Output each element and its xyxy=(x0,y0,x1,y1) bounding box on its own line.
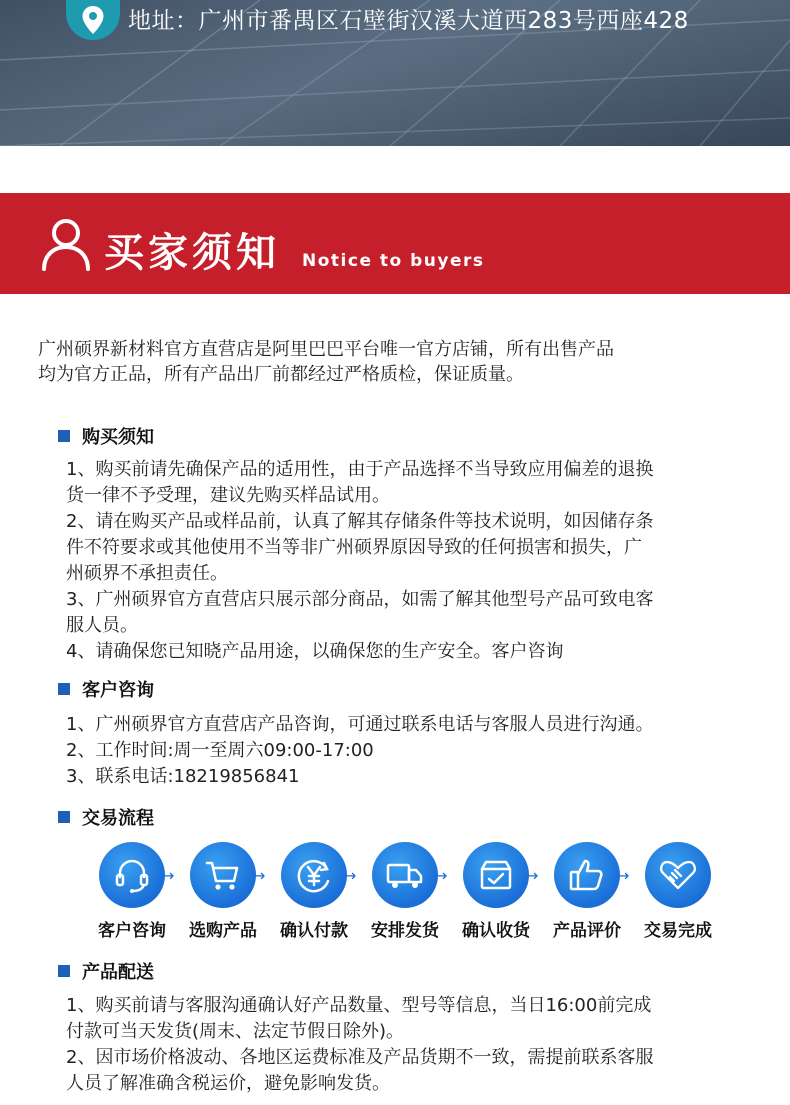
flow-step-review xyxy=(541,842,633,941)
bullet-square-icon xyxy=(58,683,70,695)
flow-step-select xyxy=(177,842,269,941)
flow-arrow: → xyxy=(434,866,448,885)
intro-line: 广州硕界新材料官方直营店是阿里巴巴平台唯一官方店铺，所有出售产品 xyxy=(38,339,614,360)
purchase-line: 服人员。 xyxy=(66,615,138,636)
purchase-line: 1、购买前请先确保产品的适用性，由于产品选择不当导致应用偏差的退换 xyxy=(66,459,654,480)
section-title-purchase: 购买须知 xyxy=(58,425,154,451)
flow-arrow: → xyxy=(343,866,357,885)
yen-payment-icon xyxy=(294,855,334,895)
bullet-square-icon xyxy=(58,430,70,442)
bullet-square-icon xyxy=(58,811,70,823)
section-body-delivery xyxy=(66,993,736,1097)
flow-step-label: 产品评价 xyxy=(553,921,621,941)
flow-arrow: → xyxy=(616,866,630,885)
delivery-line: 付款可当天发货(周末、法定节假日除外)。 xyxy=(66,1021,405,1042)
intro-line: 均为官方正品，所有产品出厂前都经过严格质检，保证质量。 xyxy=(38,364,524,385)
flow-step-ship xyxy=(359,842,451,941)
section-title-flow: 交易流程 xyxy=(58,806,154,832)
purchase-line: 货一律不予受理，建议先购买样品试用。 xyxy=(66,485,390,506)
delivery-truck-icon xyxy=(385,855,425,895)
flow-arrow: → xyxy=(525,866,539,885)
flow-step-receive xyxy=(450,842,542,941)
flow-step-consult xyxy=(86,842,178,941)
transaction-flow xyxy=(86,842,726,942)
delivery-line: 人员了解准确含税运价，避免影响发货。 xyxy=(66,1073,390,1094)
flow-step-pay xyxy=(268,842,360,941)
thumbs-up-icon xyxy=(567,855,607,895)
section-title-delivery: 产品配送 xyxy=(58,960,154,986)
flow-step-label: 确认收货 xyxy=(462,921,530,941)
package-box-icon xyxy=(476,855,516,895)
shopping-cart-icon xyxy=(203,855,243,895)
handshake-icon xyxy=(658,855,698,895)
flow-step-label: 选购产品 xyxy=(189,921,257,941)
purchase-line: 州硕界不承担责任。 xyxy=(66,563,228,584)
flow-step-label: 确认付款 xyxy=(280,921,348,941)
section-body-purchase xyxy=(66,457,736,665)
purchase-line: 3、广州硕界官方直营店只展示部分商品，如需了解其他型号产品可致电客 xyxy=(66,589,654,610)
header-title-cn: 买家须知 xyxy=(104,230,280,276)
consult-line: 3、联系电话:18219856841 xyxy=(66,766,300,787)
flow-arrow: → xyxy=(161,866,175,885)
purchase-line: 件不符要求或其他使用不当等非广州硕界原因导致的任何损害和损失，广 xyxy=(66,537,642,558)
flow-step-label: 安排发货 xyxy=(371,921,439,941)
purchase-line: 2、请在购买产品或样品前，认真了解其存储条件等技术说明，如因储存条 xyxy=(66,511,654,532)
section-title-consult: 客户咨询 xyxy=(58,678,154,704)
purchase-line: 4、请确保您已知晓产品用途，以确保您的生产安全。客户咨询 xyxy=(66,641,564,662)
delivery-line: 2、因市场价格波动、各地区运费标准及产品货期不一致，需提前联系客服 xyxy=(66,1047,654,1068)
intro-paragraph xyxy=(38,337,758,387)
flow-step-label: 交易完成 xyxy=(644,921,712,941)
headset-icon xyxy=(112,855,152,895)
flow-step-complete xyxy=(632,842,724,941)
buyer-notice-header xyxy=(0,193,790,294)
consult-line: 1、广州硕界官方直营店产品咨询，可通过联系电话与客服人员进行沟通。 xyxy=(66,714,654,735)
header-title-en: Notice to buyers xyxy=(302,251,485,271)
address-text: 地址：广州市番禺区石壁街汉溪大道西283号西座428 xyxy=(128,8,689,34)
consult-line: 2、工作时间:周一至周六09:00-17:00 xyxy=(66,740,374,761)
address-banner xyxy=(0,0,790,146)
section-body-consult xyxy=(66,712,736,790)
person-icon xyxy=(40,217,92,271)
bullet-square-icon xyxy=(58,965,70,977)
flow-step-label: 客户咨询 xyxy=(98,921,166,941)
flow-arrow: → xyxy=(252,866,266,885)
delivery-line: 1、购买前请与客服沟通确认好产品数量、型号等信息，当日16:00前完成 xyxy=(66,995,652,1016)
